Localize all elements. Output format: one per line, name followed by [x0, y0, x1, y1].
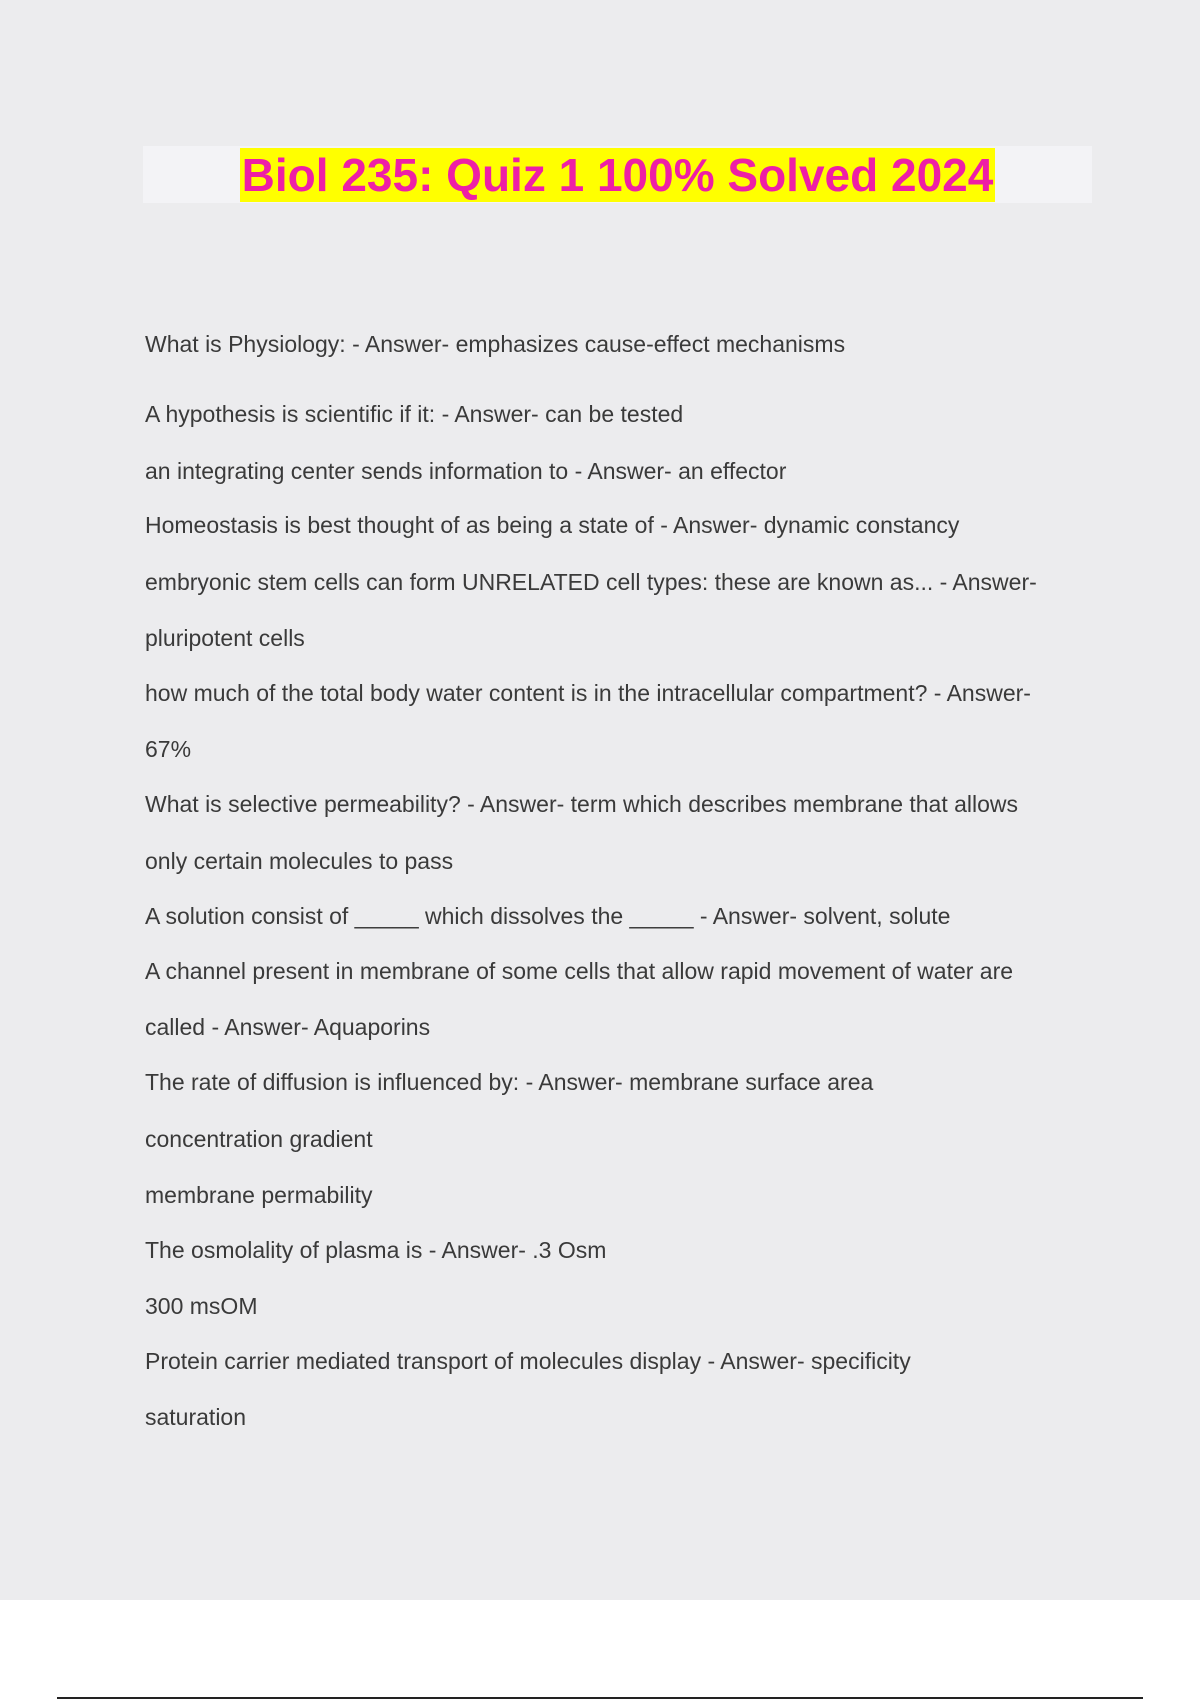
qa-line: Homeostasis is best thought of as being a state of - Answer- dynamic constancy	[145, 512, 960, 538]
qa-line: only certain molecules to pass	[145, 848, 454, 874]
qa-line: A channel present in membrane of some cells that allow rapid movement of water are	[145, 958, 1014, 984]
qa-line: What is Physiology: - Answer- emphasizes cause-effect mechanisms	[145, 331, 846, 357]
qa-line: membrane permability	[145, 1182, 373, 1208]
qa-line: concentration gradient	[145, 1126, 373, 1152]
qa-line: an integrating center sends information to - Answer- an effector	[145, 458, 787, 484]
qa-line: called - Answer- Aquaporins	[145, 1014, 431, 1040]
qa-line: embryonic stem cells can form UNRELATED cell types: these are known as... - Answer-	[145, 569, 1037, 595]
qa-line: how much of the total body water content is in the intracellular compartment? - Answer-	[145, 680, 1031, 706]
qa-line: The rate of diffusion is influenced by: - Answer- membrane surface area	[145, 1069, 874, 1095]
footer-divider	[57, 1697, 1143, 1699]
qa-line: What is selective permeability? - Answer- term which describes membrane that allows	[145, 791, 1019, 817]
qa-line: 300 msOM	[145, 1293, 258, 1319]
qa-line: pluripotent cells	[145, 625, 305, 651]
qa-line: A solution consist of _____ which dissolves the _____ - Answer- solvent, solute	[145, 903, 951, 929]
title-band	[143, 146, 1092, 203]
document-title: Biol 235: Quiz 1 100% Solved 2024	[241, 149, 994, 201]
qa-line: Protein carrier mediated transport of molecules display - Answer- specificity	[145, 1348, 911, 1374]
qa-line: 67%	[145, 736, 192, 762]
qa-line: The osmolality of plasma is - Answer- .3 Osm	[145, 1237, 607, 1263]
qa-line: saturation	[145, 1404, 247, 1430]
qa-line: A hypothesis is scientific if it: - Answer- can be tested	[145, 401, 684, 427]
